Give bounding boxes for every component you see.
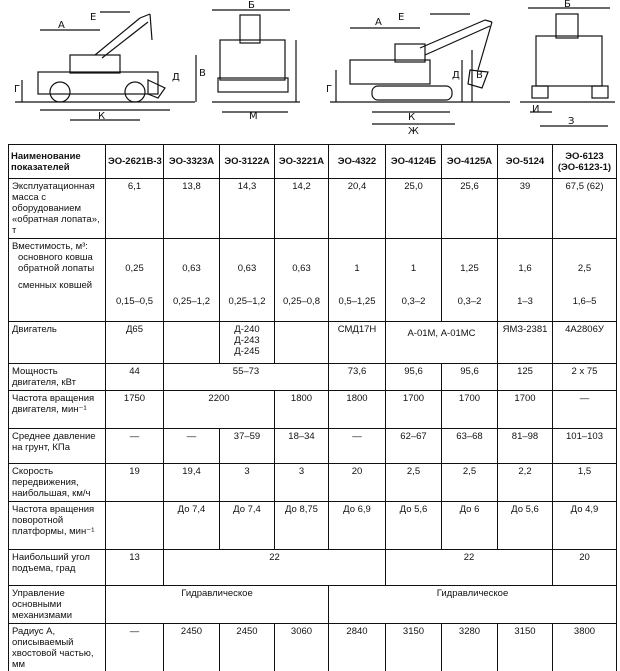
cell: До 7,4: [220, 502, 275, 550]
cell: 14,2: [275, 179, 329, 239]
cell: 101–103: [553, 429, 617, 464]
cell: До 5,6: [386, 502, 442, 550]
dim-label-e: Е: [90, 12, 97, 23]
cell: Д65: [106, 322, 164, 364]
header-model: ЭО-4124Б: [386, 145, 442, 179]
dim-label-g: Г: [14, 84, 21, 95]
cell: 1,5: [553, 464, 617, 502]
cell: 25,0: [386, 179, 442, 239]
cell: 1800: [329, 391, 386, 429]
cell: До 8,75: [275, 502, 329, 550]
cell: 1 0,3–2: [386, 239, 442, 322]
wheeled-excavator-side-view: [15, 12, 196, 120]
cell: 1,25 0,3–2: [442, 239, 498, 322]
cell: 1 0,5–1,25: [329, 239, 386, 322]
cell: До 6: [442, 502, 498, 550]
cell: 19: [106, 464, 164, 502]
row-speed: [9, 464, 617, 502]
row-power: [9, 364, 617, 391]
cell: ЯМЗ-2381: [498, 322, 553, 364]
cell: 3150: [386, 624, 442, 671]
row-label: Мощность двигателя, кВт: [9, 364, 106, 391]
row-radius: [9, 624, 617, 671]
dim-label-v-2: В: [476, 70, 483, 81]
row-control: [9, 586, 617, 624]
cell: 55–73: [164, 364, 329, 391]
cell: 62–67: [386, 429, 442, 464]
dim-label-b: Б: [248, 0, 255, 11]
dim-label-k-2: К: [408, 112, 416, 123]
cell: —: [164, 429, 220, 464]
cell: 2450: [164, 624, 220, 671]
cell: 2,2: [498, 464, 553, 502]
cell: 1,6 1–3: [498, 239, 553, 322]
cell: 25,6: [442, 179, 498, 239]
cell: 2840: [329, 624, 386, 671]
row-label: Среднее давление на грунт, КПа: [9, 429, 106, 464]
cell: 2450: [220, 624, 275, 671]
excavator-specs-table: [8, 144, 617, 671]
dim-label-e-2: Е: [398, 12, 405, 23]
cell: 2,5 1,6–5: [553, 239, 617, 322]
row-mass: [9, 179, 617, 239]
cell: —: [106, 624, 164, 671]
cell: Д-240 Д-243 Д-245: [220, 322, 275, 364]
cell: 3800: [553, 624, 617, 671]
row-capacity: [9, 239, 617, 322]
cell: 13,8: [164, 179, 220, 239]
cell: 73,6: [329, 364, 386, 391]
header-model: ЭО-3323А: [164, 145, 220, 179]
cell: [164, 322, 220, 364]
cell: 3: [275, 464, 329, 502]
cell: —: [553, 391, 617, 429]
cell: А-01М, А-01МС: [386, 322, 498, 364]
cell: 37–59: [220, 429, 275, 464]
cell: 18–34: [275, 429, 329, 464]
cell: 2,5: [386, 464, 442, 502]
cell: 125: [498, 364, 553, 391]
dim-label-d: Д: [172, 72, 180, 83]
cell: 3150: [498, 624, 553, 671]
wheeled-excavator-front-view: [212, 10, 300, 112]
row-rpm: [9, 391, 617, 429]
cell: 1750: [106, 391, 164, 429]
dim-label-g-2: Г: [326, 84, 333, 95]
header-row: [9, 145, 617, 179]
capacity-sub1-label: основного ковша обратной лопаты: [18, 252, 95, 274]
row-label: Частота вращения поворотной платформы, мин⁻¹: [9, 502, 106, 550]
cell: 3280: [442, 624, 498, 671]
header-model: ЭО-3122А: [220, 145, 275, 179]
row-label: Скорость передвижения, наибольшая, км/ч: [9, 464, 106, 502]
cell: —: [329, 429, 386, 464]
header-model: ЭО-4322: [329, 145, 386, 179]
cell: 2,5: [442, 464, 498, 502]
cell: [106, 502, 164, 550]
cell: До 5,6: [498, 502, 553, 550]
row-label: Двигатель: [9, 322, 106, 364]
header-model: ЭО-2621В-3: [106, 145, 164, 179]
cell: Гидравлическое: [106, 586, 329, 624]
dim-label-b-2: Б: [564, 0, 571, 10]
capacity-sub2-label: сменных ковшей: [18, 280, 93, 291]
row-angle: [9, 550, 617, 586]
cell: 20: [329, 464, 386, 502]
cell: 95,6: [442, 364, 498, 391]
cell: 1700: [386, 391, 442, 429]
cell: 44: [106, 364, 164, 391]
cell: 14,3: [220, 179, 275, 239]
crawler-excavator-side-view: [330, 14, 510, 124]
dim-label-k: К: [98, 111, 106, 122]
row-label: Эксплуатационная масса с оборудованием «обратная лопата», т: [9, 179, 106, 239]
cell: 2200: [164, 391, 275, 429]
row-label: Управление основными механизмами: [9, 586, 106, 624]
excavator-diagrams: [0, 0, 620, 140]
cell: 1800: [275, 391, 329, 429]
cell: 4А2806У: [553, 322, 617, 364]
row-rotation: [9, 502, 617, 550]
cell: 3060: [275, 624, 329, 671]
cell: 22: [386, 550, 553, 586]
cell: До 6,9: [329, 502, 386, 550]
dim-label-i: И: [532, 104, 540, 115]
row-label-capacity: [9, 239, 106, 322]
cell: —: [106, 429, 164, 464]
header-model: ЭО-3221А: [275, 145, 329, 179]
dim-label-a-2: А: [375, 17, 382, 28]
cell: 3: [220, 464, 275, 502]
cell: 63–68: [442, 429, 498, 464]
cell: До 7,4: [164, 502, 220, 550]
excavator-drawings: [0, 0, 620, 140]
header-model: ЭО-5124: [498, 145, 553, 179]
cell: 81–98: [498, 429, 553, 464]
cell: [275, 322, 329, 364]
dim-label-z: З: [568, 116, 575, 127]
cell: Гидравлическое: [329, 586, 617, 624]
dim-label-v: В: [199, 68, 206, 79]
row-label: Наибольший угол подъема, град: [9, 550, 106, 586]
specs-table-wrapper: [8, 144, 616, 671]
cell: 95,6: [386, 364, 442, 391]
cell: 22: [164, 550, 386, 586]
cell: 2 x 75: [553, 364, 617, 391]
cell: СМД17Н: [329, 322, 386, 364]
cell: 20,4: [329, 179, 386, 239]
cell: 1700: [442, 391, 498, 429]
header-model: ЭО-6123 (ЭО-6123-1): [553, 145, 617, 179]
header-param: Наименование показателей: [9, 145, 106, 179]
dim-label-m: М: [249, 111, 258, 122]
cell: 0,63 0,25–0,8: [275, 239, 329, 322]
cell: 0,63 0,25–1,2: [220, 239, 275, 322]
cell: 20: [553, 550, 617, 586]
dim-label-d-2: Д: [452, 70, 460, 81]
capacity-label: Вместимость, м³:: [12, 241, 88, 252]
cell: 39: [498, 179, 553, 239]
header-model: ЭО-4125А: [442, 145, 498, 179]
dim-label-a: А: [58, 20, 65, 31]
dimension-labels: [14, 0, 574, 137]
cell: 13: [106, 550, 164, 586]
cell: 0,25 0,15–0,5: [106, 239, 164, 322]
cell: 19,4: [164, 464, 220, 502]
dim-label-zh: Ж: [408, 126, 419, 137]
row-pressure: [9, 429, 617, 464]
row-engine: [9, 322, 617, 364]
cell: 1700: [498, 391, 553, 429]
cell: 67,5 (62): [553, 179, 617, 239]
cell: 6,1: [106, 179, 164, 239]
cell: До 4,9: [553, 502, 617, 550]
row-label: Частота вращения двигателя, мин⁻¹: [9, 391, 106, 429]
row-label: Радиус А, описываемый хвостовой частью, мм: [9, 624, 106, 671]
cell: 0,63 0,25–1,2: [164, 239, 220, 322]
